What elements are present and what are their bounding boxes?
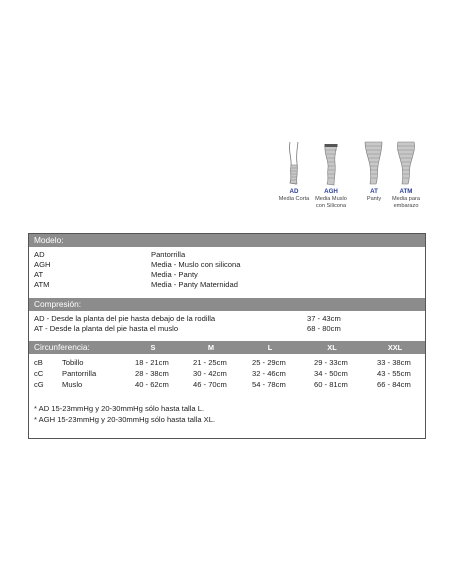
circ-value: 33 - 38cm [377, 358, 411, 367]
circ-value: 43 - 55cm [377, 369, 411, 378]
section-header-modelo: Modelo: [29, 234, 425, 247]
circ-value: 54 - 78cm [252, 380, 286, 389]
product-type-legend [278, 141, 428, 233]
circ-value: 21 - 25cm [193, 358, 227, 367]
modelo-code: AT [34, 270, 44, 279]
knee-sock-leg-icon [280, 141, 308, 187]
circ-value: 66 - 84cm [377, 380, 411, 389]
size-header-s: S [150, 343, 156, 352]
legend-item-ad [278, 141, 310, 203]
modelo-desc: Media - Muslo con silicona [151, 260, 241, 269]
compresion-value: 37 - 43cm [307, 314, 341, 323]
size-header-l: L [267, 343, 273, 352]
legend-name: Media Muslo con Silicona [315, 196, 347, 209]
circ-value: 18 - 21cm [135, 358, 169, 367]
footnote: * AD 15-23mmHg y 20-30mmHg sólo hasta talla L. [34, 404, 205, 413]
legend-name: Media Corta [278, 196, 310, 202]
legend-code: AD [289, 188, 299, 195]
size-header-m: M [207, 343, 215, 352]
compresion-value: 68 - 80cm [307, 324, 341, 333]
circ-value: 25 - 29cm [252, 358, 286, 367]
modelo-code: ATM [34, 280, 50, 289]
circ-part: Pantorrilla [62, 369, 97, 378]
circ-value: 60 - 81cm [314, 380, 348, 389]
circ-value: 28 - 38cm [135, 369, 169, 378]
legend-code: AGH [324, 188, 338, 195]
modelo-code: AGH [34, 260, 51, 269]
circ-part: Tobillo [62, 358, 84, 367]
size-table [28, 233, 426, 439]
legend-code: ATM [399, 188, 413, 195]
compresion-desc: AT - Desde la planta del pie hasta el muslo [34, 324, 179, 333]
footnote: * AGH 15-23mmHg y 20-30mmHg sólo hasta talla XL. [34, 415, 216, 424]
circ-code: cC [34, 369, 44, 378]
circ-value: 34 - 50cm [314, 369, 348, 378]
circ-value: 40 - 62cm [135, 380, 169, 389]
legend-item-atm [390, 141, 422, 210]
circ-code: cB [34, 358, 43, 367]
size-header-xl: XL [327, 343, 337, 352]
circ-value: 30 - 42cm [193, 369, 227, 378]
legend-item-at [358, 141, 390, 203]
circ-code: cG [34, 380, 44, 389]
compresion-desc: AD - Desde la planta del pie hasta debajo de la rodilla [34, 314, 216, 323]
legend-name: Media para embarazo [392, 196, 420, 209]
legend-item-agh [315, 141, 347, 210]
legend-code: AT [370, 188, 378, 195]
modelo-desc: Media - Panty Maternidad [151, 280, 238, 289]
section-header-circunferencia: Circunferencia: [29, 341, 425, 354]
modelo-code: AD [34, 250, 45, 259]
legend-name: Panty [366, 196, 382, 202]
section-header-compresion: Compresión: [29, 298, 425, 311]
circ-value: 29 - 33cm [314, 358, 348, 367]
circ-value: 46 - 70cm [193, 380, 227, 389]
size-header-xxl: XXL [387, 343, 403, 352]
circ-value: 32 - 46cm [252, 369, 286, 378]
modelo-desc: Media - Panty [151, 270, 198, 279]
modelo-desc: Pantorrilla [151, 250, 186, 259]
circ-part: Muslo [62, 380, 83, 389]
pantyhose-leg-icon [360, 141, 388, 187]
maternity-pantyhose-leg-icon [392, 141, 420, 187]
thigh-high-leg-icon [317, 141, 345, 187]
